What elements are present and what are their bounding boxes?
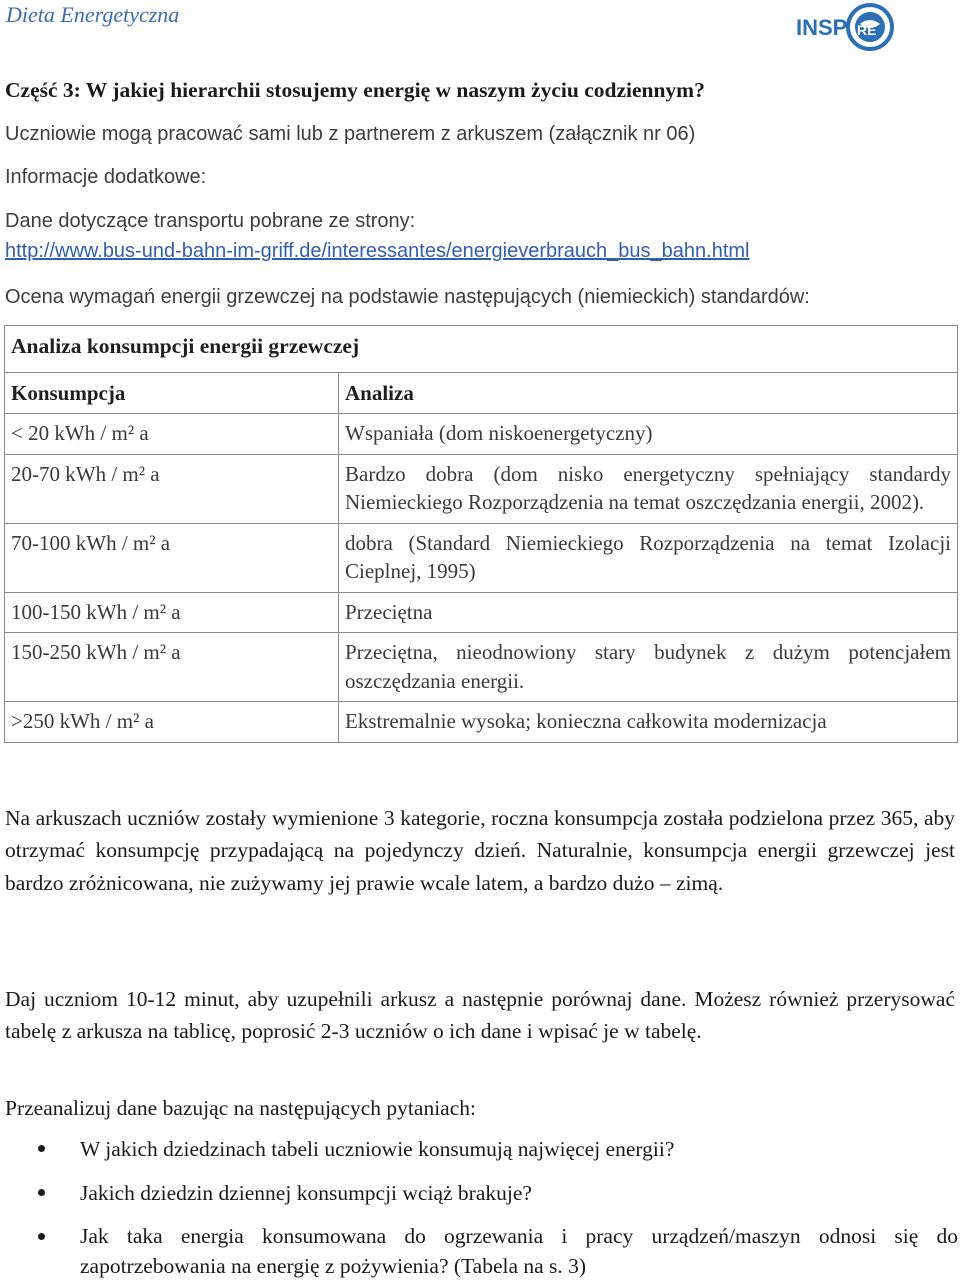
intro-line-worksheet: Uczniowie mogą pracować sami lub z partnerem z arkuszem (załącznik nr 06) <box>5 123 696 145</box>
analysis-cell: dobra (Standard Niemieckiego Rozporządzenia na temat Izolacji Cieplnej, 1995) <box>339 523 958 592</box>
question-text: Jakich dziedzin dziennej konsumpcji wciąż brakuje? <box>80 1181 532 1205</box>
consumption-cell: 100-150 kWh / m² a <box>5 592 339 633</box>
intro-line-standards: Ocena wymagań energii grzewczej na podstawie następujących (niemieckich) standardów: <box>5 286 810 308</box>
table-row <box>5 592 958 633</box>
consumption-cell: >250 kWh / m² a <box>5 702 339 743</box>
consumption-cell: 150-250 kWh / m² a <box>5 633 339 702</box>
analysis-cell: Bardzo dobra (dom nisko energetyczny spełniający standardy Niemieckiego Rozporządzenia na temat oszczędzania energii, 2002). <box>339 454 958 523</box>
section-heading: Część 3: W jakiej hierarchii stosujemy energię w naszym życiu codziennym? <box>5 78 705 102</box>
document-header-title: Dieta Energetyczna <box>6 2 180 27</box>
bullet-icon <box>38 1189 45 1196</box>
consumption-cell: 70-100 kWh / m² a <box>5 523 339 592</box>
table-row <box>5 633 958 702</box>
table-caption: Analiza konsumpcji energii grzewczej <box>5 326 958 373</box>
transport-data-link[interactable]: http://www.bus-und-bahn-im-griff.de/interessantes/energieverbrauch_bus_bahn.html <box>5 240 750 262</box>
bullet-icon <box>38 1233 45 1240</box>
consumption-cell: 20-70 kWh / m² a <box>5 454 339 523</box>
paragraph-analyze-prompt: Przeanalizuj dane bazując na następujących pytaniach: <box>5 1096 476 1120</box>
analysis-cell: Ekstremalnie wysoka; konieczna całkowita modernizacja <box>339 702 958 743</box>
table-row <box>5 454 958 523</box>
paragraph-categories: Na arkuszach uczniów zostały wymienione 3 kategorie, roczna konsumpcja została podzielona przez 365, aby otrzymać konsumpcję przypadającą na pojedynczy dzień. Naturalnie, konsumpcja energii grzewczej jest bardzo zróżnicowana, nie zużywamy jej prawie wcale latem, a bardzo dużo – zimą. <box>5 806 955 895</box>
svg-text:RE: RE <box>857 22 877 38</box>
question-text: Jak taka energia konsumowana do ogrzewania i pracy urządzeń/maszyn odnosi się do zapotrzebowania na energię z pożywienia? (Tabela na s. 3) <box>80 1224 958 1278</box>
list-item <box>0 1177 958 1209</box>
table-row <box>5 523 958 592</box>
analysis-cell: Przeciętna <box>339 592 958 633</box>
consumption-cell: < 20 kWh / m² a <box>5 414 339 455</box>
list-item <box>0 1133 958 1165</box>
logo-lettering: INSP <box>796 15 848 40</box>
analysis-cell: Wspaniała (dom niskoenergetyczny) <box>339 414 958 455</box>
column-header-analysis: Analiza <box>339 373 958 414</box>
inspire-logo <box>796 2 896 52</box>
heating-energy-table <box>4 325 958 743</box>
analysis-cell: Przeciętna, nieodnowiony stary budynek z dużym potencjałem oszczędzania energii. <box>339 633 958 702</box>
table-row <box>5 414 958 455</box>
question-text: W jakich dziedzinach tabeli uczniowie konsumują najwięcej energii? <box>80 1137 675 1161</box>
paragraph-instructions: Daj uczniom 10-12 minut, aby uzupełnili arkusz a następnie porównaj dane. Możesz również przerysować tabelę z arkusza na tablicę, poprosić 2-3 uczniów o ich dane i wpisać je w tabelę. <box>5 987 955 1044</box>
question-list <box>0 1133 958 1281</box>
intro-line-transport-source: Dane dotyczące transportu pobrane ze strony: <box>5 210 416 232</box>
list-item <box>0 1221 958 1281</box>
intro-line-additional-info: Informacje dodatkowe: <box>5 166 207 188</box>
bullet-icon <box>38 1145 45 1152</box>
table-row <box>5 702 958 743</box>
column-header-consumption: Konsumpcja <box>5 373 339 414</box>
